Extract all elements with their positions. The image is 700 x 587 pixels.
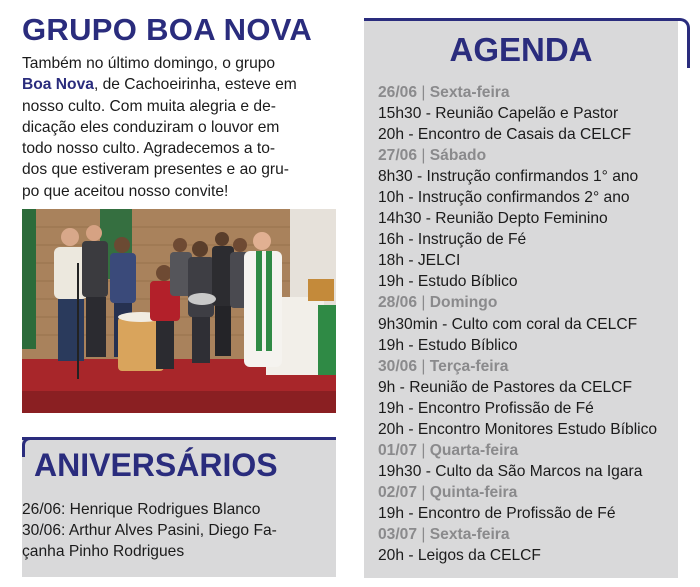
grupo-line: dos que estiveram presentes e ao gru-	[22, 161, 289, 179]
agenda-day-weekday: Quarta-feira	[429, 441, 519, 459]
agenda-event: 9h30min - Culto com coral da CELCF	[378, 315, 638, 333]
agenda-corner	[676, 18, 690, 68]
aniversarios-rule	[22, 437, 336, 440]
agenda-day-separator: |	[421, 441, 426, 459]
agenda-event: 15h30 - Reunião Capelão e Pastor	[378, 105, 619, 123]
agenda-day-date: 03/07	[378, 525, 418, 543]
agenda-day-date: 27/06	[378, 147, 418, 165]
aniversario-line: çanha Pinho Rodrigues	[22, 543, 185, 560]
agenda-day-weekday: Sexta-feira	[429, 525, 510, 543]
agenda-title: AGENDA	[449, 31, 593, 68]
agenda-day-header	[378, 145, 676, 166]
agenda-event: 19h - Encontro de Profissão de Fé	[378, 504, 616, 522]
grupo-title: GRUPO BOA NOVA	[22, 12, 313, 47]
group-photo	[22, 209, 336, 413]
agenda-event: 16h - Instrução de Fé	[378, 231, 527, 249]
aniversarios-corner	[22, 437, 30, 457]
group-photo-illustration	[22, 209, 336, 413]
agenda-event: 19h - Encontro Profissão de Fé	[378, 399, 594, 417]
grupo-line: Também no último domingo, o grupo	[22, 55, 276, 72]
grupo-text	[22, 53, 340, 202]
agenda-day-weekday: Sexta-feira	[429, 84, 510, 101]
agenda-day-header	[378, 292, 676, 313]
aniversario-line: 26/06: Henrique Rodrigues Blanco	[22, 501, 261, 518]
aniversario-line: 30/06: Arthur Alves Pasini, Diego Fa-	[22, 522, 277, 539]
aniversarios-list	[22, 499, 322, 562]
agenda-day-separator: |	[421, 147, 426, 165]
grupo-line: nosso culto. Com muita alegria e de-	[22, 97, 276, 115]
agenda-day-header	[378, 82, 676, 103]
agenda-day-weekday: Sábado	[429, 147, 487, 165]
agenda-day-separator: |	[421, 525, 426, 543]
agenda-event: 10h - Instrução confirmandos 2° ano	[378, 189, 630, 207]
agenda-day-separator: |	[421, 483, 426, 501]
agenda-day-header	[378, 440, 676, 461]
agenda-event: 9h - Reunião de Pastores da CELCF	[378, 378, 632, 396]
agenda-event: 19h30 - Culto da São Marcos na Igara	[378, 462, 643, 480]
agenda-day-weekday: Quinta-feira	[429, 483, 518, 501]
agenda-event: 14h30 - Reunião Depto Feminino	[378, 210, 608, 228]
aniversarios-panel	[22, 437, 336, 577]
grupo-line: Boa Nova, de Cachoeirinha, esteve em	[22, 76, 297, 94]
agenda-list	[378, 82, 676, 566]
agenda-day-header	[378, 482, 676, 503]
agenda-day-separator: |	[421, 294, 426, 312]
agenda-day-header	[378, 524, 676, 545]
agenda-day-weekday: Domingo	[429, 294, 498, 312]
agenda-event: 20h - Leigos da CELCF	[378, 547, 541, 565]
agenda-panel	[364, 18, 678, 578]
agenda-day-separator: |	[421, 357, 426, 375]
agenda-day-weekday: Terça-feira	[429, 357, 509, 375]
agenda-day-date: 02/07	[378, 483, 418, 501]
grupo-line: todo nosso culto. Agradecemos a to-	[22, 140, 276, 158]
agenda-event: 18h - JELCI	[378, 252, 461, 270]
agenda-event: 19h - Estudo Bíblico	[378, 273, 518, 291]
grupo-line: po que aceitou nosso convite!	[22, 182, 229, 200]
agenda-day-date: 26/06	[378, 84, 418, 101]
agenda-event: 20h - Encontro Monitores Estudo Bíblico	[378, 420, 658, 438]
agenda-day-separator: |	[421, 84, 426, 101]
grupo-highlight: Boa Nova	[22, 76, 94, 94]
agenda-day-date: 28/06	[378, 294, 418, 312]
agenda-day-header	[378, 356, 676, 377]
agenda-event: 19h - Estudo Bíblico	[378, 336, 518, 354]
agenda-day-date: 30/06	[378, 357, 418, 375]
agenda-event: 8h30 - Instrução confirmandos 1° ano	[378, 168, 639, 186]
grupo-line: dicação eles conduziram o louvor em	[22, 118, 280, 136]
agenda-event: 20h - Encontro de Casais da CELCF	[378, 126, 632, 144]
aniversarios-title: ANIVERSÁRIOS	[34, 447, 278, 483]
agenda-rule	[364, 18, 678, 21]
agenda-day-date: 01/07	[378, 441, 418, 459]
